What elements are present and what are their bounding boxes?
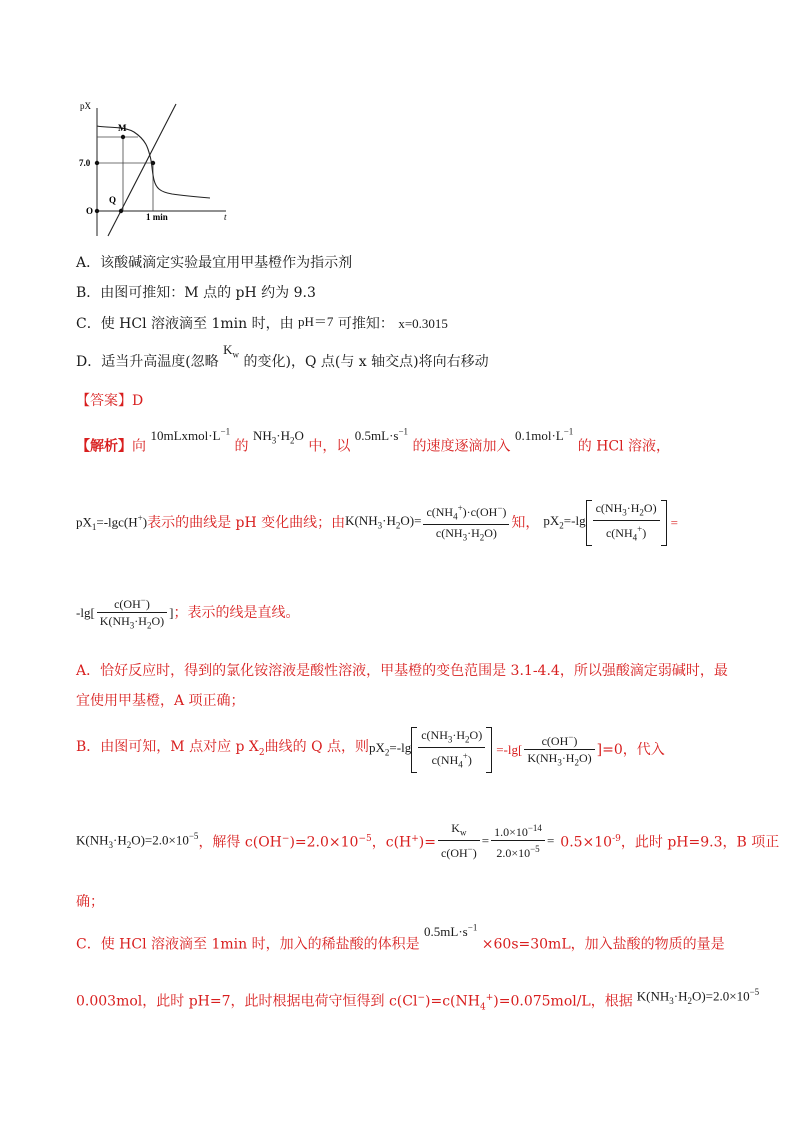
label-1min: 1 min [146, 212, 168, 222]
option-D-post: 的变化)，Q 点(与 x 轴交点)将向右移动 [243, 354, 489, 370]
point-O [95, 209, 99, 213]
option-C [76, 314, 448, 334]
option-D-kw: $K_w$ [223, 342, 240, 360]
analysis-B-line-2: $K(NH_3\cdot H_2O)=2.0\times 10^{-5}$ ，解得 $c(OH^-)=2.0\times 10^{-5}$，c(H+)= $\frac{K_w}{c(OH^-)}$ = $\frac{1.0\times 10^{-14}}{2.0\times 10^{-5}}$ = $0.5\times 10^{-9}$，此时 pH=9.3，B 项正 [76, 821, 780, 861]
option-C-val: x=0.3015 [398, 316, 448, 331]
y-axis-label: pX [80, 101, 91, 111]
option-A: A．该酸碱滴定实验最宜用甲基橙作为指示剂 [76, 255, 353, 271]
label-M: M [118, 123, 127, 133]
option-C-math: pH＝7 [298, 314, 334, 329]
option-C-post: 可推知： [337, 316, 394, 332]
point-M [121, 135, 125, 139]
option-D [76, 342, 489, 377]
point-Q [119, 209, 123, 213]
analysis-C-line-2: 0.003mol，此时 pH=7，此时根据电荷守恒得到 $c(Cl^-)=c(NH_4^+)=0.075mol/L$，根据 $K(NH_3\cdot H_2O)=2.0\times 10^{-5}$ [76, 987, 760, 1013]
analysis-label: 【解析】 [76, 438, 132, 455]
label-7: 7.0 [79, 158, 91, 168]
analysis-line-1: 【解析】向 $10mLxmol\cdot L^{-1}$ 的 $NH_3\cdot H_2O$ 中，以 $0.5mL\cdot s^{-1}$ 的速度逐滴加入 $0.1mol\cdot L^{-1}$ 的 HCl 溶液， [76, 427, 671, 455]
analysis-line-2: $pX_1=-\lg c(H^+)$ 表示的曲线是 pH 变化曲线；由 $K(NH_3\cdot H_2O)=$ $\frac{c(NH_4^+)\cdot c(OH^-)}{c(NH_3\cdot H_2O)}$ 知， $pX_2=-\lg$ $\frac{c(NH_3\cdot H_2O)}{c(NH_4^+)}$ = [76, 500, 678, 546]
option-B: B．由图可推知：M 点的 pH 约为 9.3 [76, 285, 316, 301]
label-Q: Q [109, 195, 117, 205]
analysis-B-line-1: B．由图可知，M 点对应 p $X_2$曲线的 Q 点，则 $pX_2=-\lg$ $\frac{c(NH_3\cdot H_2O)}{c(NH_4^+)}$ =-lg[ $\frac{c(OH^-)}{K(NH_3\cdot H_2O)}$ ]=0，代入 [76, 727, 665, 773]
label-O: O [86, 206, 94, 216]
answer: 【答案】D [76, 393, 144, 409]
option-D-pre: D．适当升高温度(忽略 [76, 354, 219, 370]
analysis-A-line-1: A．恰好反应时，得到的氯化铵溶液是酸性溶液，甲基橙的变色范围是 3.1-4.4，所以强酸滴定弱碱时，最 [76, 663, 728, 679]
point-equivalence [151, 161, 155, 165]
option-C-pre: C．使 HCl 溶液滴至 1min 时，由 [76, 316, 294, 332]
titration-graph [76, 96, 246, 246]
point-7-axis [95, 161, 99, 165]
analysis-A-line-2: 宜使用甲基橙，A 项正确； [76, 693, 245, 709]
x-axis-label: t [224, 212, 227, 222]
analysis-line-3: -lg[ $\frac{c(OH^-)}{K(NH_3\cdot H_2O)}$ ] ；表示的线是直线。 [76, 592, 299, 633]
analysis-C-line-1: C．使 HCl 溶液滴至 1min 时，加入的稀盐酸的体积是 $0.5mL\cdot s^{-1} \times 60s=30mL$，加入盐酸的物质的量是 [76, 923, 725, 953]
analysis-B-line-3: 确； [76, 894, 104, 910]
